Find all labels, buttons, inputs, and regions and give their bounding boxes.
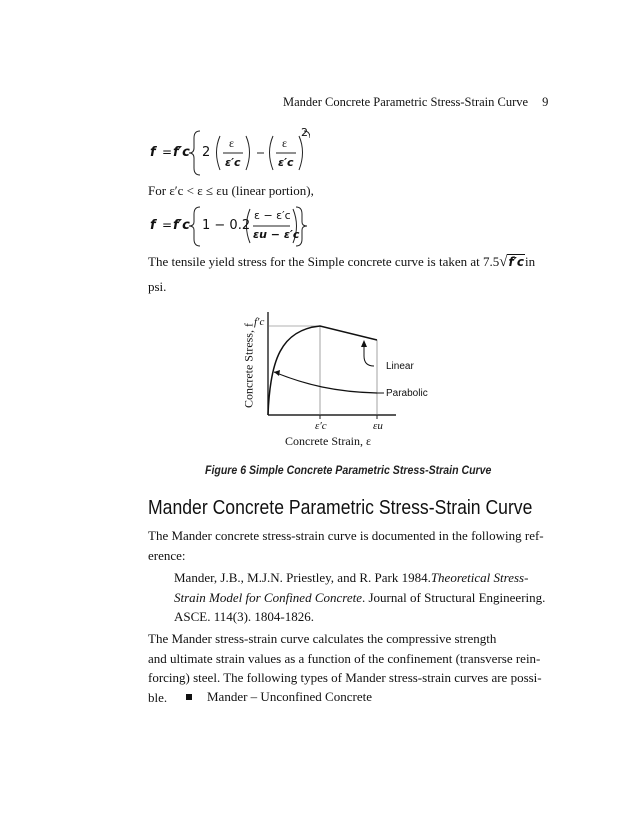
ref-title-b: Strain Model for Confined Concrete (174, 589, 362, 605)
ref-title-a: Theoretical Stress- (430, 570, 529, 585)
condition-line (148, 181, 314, 201)
x-tick-peak-label: ε′c (315, 420, 327, 432)
equation-1 (150, 128, 310, 178)
tensile-text: The tensile yield stress for the Simple concrete curve is taken at 7.5 (148, 254, 500, 269)
eq1-equals: = (162, 145, 173, 159)
page-number: 9 (542, 95, 549, 109)
eq2-one: 1 − 0.2 (202, 218, 251, 233)
parabolic-curve (274, 372, 377, 393)
eq2-num: ε − ε′c (254, 209, 291, 222)
paragraph-tensile (148, 252, 536, 297)
header-title: Mander Concrete Parametric Stress-Strain Curve (283, 95, 529, 109)
ref-line3: ASCE. 114(3). 1804-1826. (174, 609, 314, 624)
bullet-marker (186, 694, 192, 700)
tensile-line2: psi. (148, 279, 167, 294)
linear-arrow (361, 340, 367, 347)
section-heading: Mander Concrete Parametric Stress-Strain Curve (148, 497, 533, 519)
intro-line1: The Mander concrete stress-strain curve is documented in the following ref- (148, 528, 544, 543)
body-line3: forcing) steel. The following types of Mander stress-strain curves are possi- (148, 670, 542, 685)
eq1-frac2-num: ε (282, 136, 288, 150)
ref-journal: . Journal of Structural Engineering. (362, 589, 546, 605)
peak-stress-label: f′c (254, 316, 265, 328)
equation-2 (150, 205, 310, 249)
eq2-lhs: f (150, 218, 156, 233)
eq1-lhs: f (150, 145, 156, 160)
sqrt-symbol: √ (499, 254, 508, 270)
figure-caption: Figure 6 Simple Concrete Parametric Stress-Strain Curve (205, 463, 492, 477)
reference-citation (174, 568, 546, 627)
running-header (283, 95, 548, 110)
eq2-fc: f′c (173, 218, 190, 233)
eq1-frac1-den: ε′c (225, 156, 241, 169)
body-line1: The Mander stress-strain curve calculates the compressive strength (148, 631, 497, 646)
ref-authors: Mander, J.B., M.J.N. Priestley, and R. Park 1984. (174, 570, 431, 585)
body-line2: and ultimate strain values as a function of the confinement (transverse rein- (148, 650, 541, 666)
eq1-fc: f′c (173, 145, 190, 160)
body-line4: ble. (148, 689, 168, 705)
legend-linear: Linear (386, 361, 414, 372)
bullet-item: Mander – Unconfined Concrete (207, 689, 372, 704)
eq1-frac1-num: ε (229, 136, 235, 150)
x-axis-label: Concrete Strain, ε (285, 434, 372, 448)
condition-prefix: For (148, 183, 167, 198)
eq1-exponent: 2 (301, 126, 308, 139)
y-axis-label: Concrete Stress, f (241, 323, 256, 408)
stress-strain-plot (236, 300, 476, 450)
condition-expr: ε′c < ε ≤ εu (linear portion), (169, 183, 314, 198)
linear-curve (268, 326, 377, 415)
stress-strain-figure (236, 300, 476, 450)
x-tick-ultimate-label: εu (373, 420, 383, 432)
intro-paragraph (148, 526, 544, 565)
linear-leader (364, 344, 374, 366)
tensile-text-after: in (524, 254, 536, 269)
sqrt-arg: f′c (508, 255, 524, 269)
eq2-equals: = (162, 218, 173, 232)
eq2-den: εu − ε′c (253, 228, 300, 241)
eq1-frac2-den: ε′c (278, 156, 294, 169)
eq1-two: 2 (202, 145, 211, 160)
intro-line2: erence: (148, 547, 186, 563)
legend-parabolic: Parabolic (386, 388, 428, 399)
